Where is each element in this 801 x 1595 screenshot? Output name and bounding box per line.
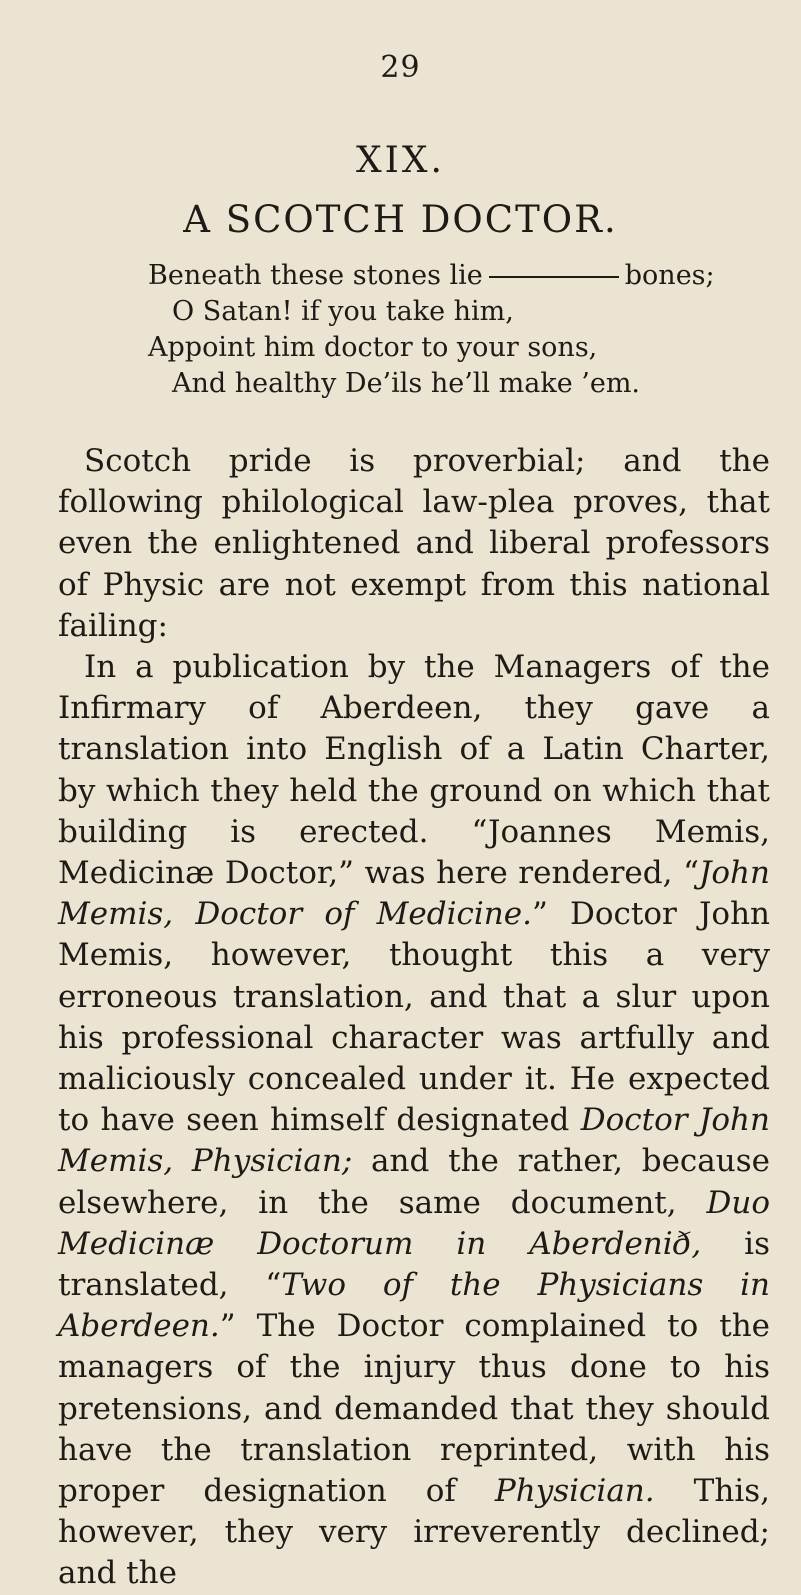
body-text [58,441,770,1595]
chapter-title: A SCOTCH DOCTOR. [183,198,618,241]
page-number: 29 [380,50,421,85]
paragraph-1: Scotch pride is proverbial; and the following philological law-plea proves, that even the enlightened and liberal professors of Physic are not exempt from this national failing: [58,443,770,644]
omission-dash [489,276,619,278]
paragraph-2: In a publication by the Managers of the Infirmary of Aberdeen, they gave a translation into English of a Latin Charter, by which they held the ground on which that building is erected. “Joannes Memis, Medicinæ Doctor,” was here rendered, “John Memis, Doctor of Medicine.” Doctor John Memis, however, thought this a very erroneous translation, and that a slur upon his professional character was artfully and maliciously concealed under it. He expected to have seen himself designated Doctor John Memis, Physician; and the rather, because elsewhere, in the same document, Duo Medicinæ Doctorum in Aberdenið, is translated, “Two of the Physicians in Aberdeen.” The Doctor complained to the managers of the injury thus done to his pretensions, and demanded that they should have the translation reprinted, with his proper designation of Physician. This, however, they very irreverently declined; and the [58,649,771,1592]
epitaph-verse [148,258,778,402]
verse-line-2: O Satan! if you take him, [172,296,514,327]
verse-line-3: Appoint him doctor to your sons, [148,332,598,363]
verse-line-4: And healthy De’ils he’ll make ’em. [172,368,641,399]
verse-line-1: Beneath these stones lie bones; [148,260,715,291]
chapter-number: XIX. [356,140,445,181]
